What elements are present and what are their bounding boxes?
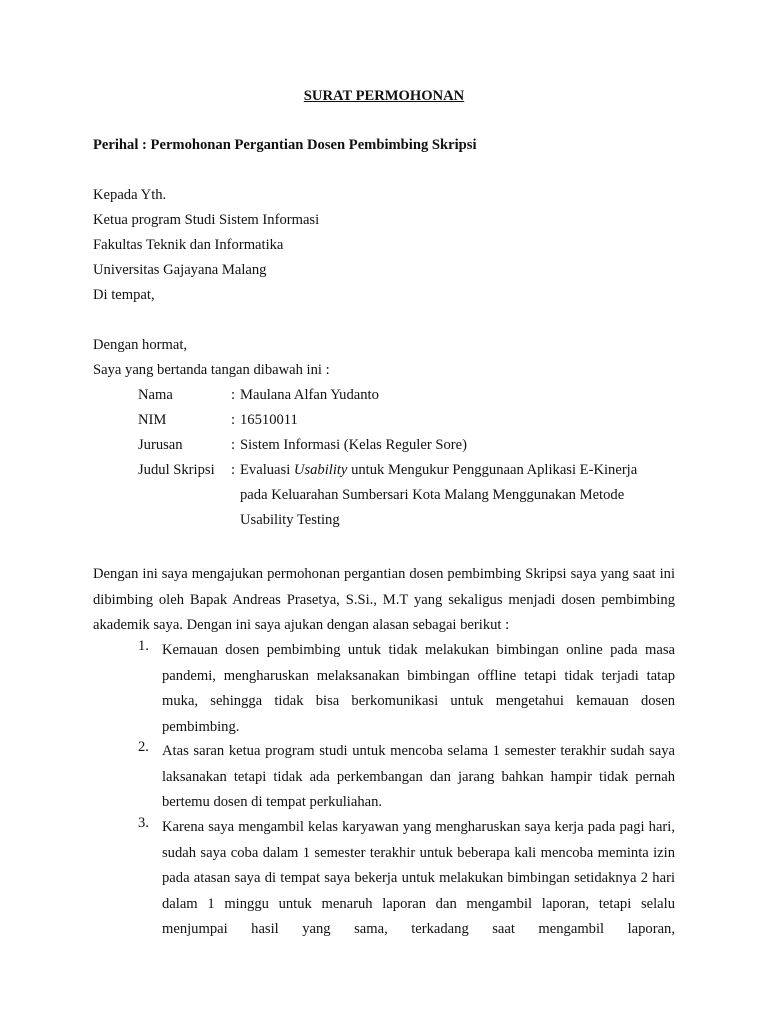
nim-label: NIM xyxy=(138,412,167,428)
list-item-number: 2. xyxy=(138,739,149,755)
recipient-line-2: Ketua program Studi Sistem Informasi xyxy=(93,212,320,228)
recipient-line-1: Kepada Yth. xyxy=(93,187,167,203)
recipient-line-5: Di tempat, xyxy=(93,287,155,303)
letter-title: SURAT PERMOHONAN xyxy=(303,88,465,104)
name-label: Nama xyxy=(138,387,173,403)
list-item-text: Karena saya mengambil kelas karyawan yang mengharuskan saya kerja pada pagi hari, sudah saya coba dalam 1 semester terakhir untuk beberapa kali mencoba meminta izin pada atasan saya di tempat saya bekerja untuk melakukan bimbingan setidaknya 2 hari dalam 1 minggu untuk menaruh laporan dan mengambil laporan, tetapi selalu menjumpai hasil yang sama, terkadang saat mengambil laporan, xyxy=(162,819,675,937)
major-colon: : xyxy=(231,437,236,453)
thesis-prefix: Evaluasi xyxy=(240,462,294,478)
nim-value: 16510011 xyxy=(240,412,298,428)
thesis-title-line-2: pada Keluarahan Sumbersari Kota Malang Menggunakan Metode xyxy=(240,487,625,503)
thesis-line1-rest: untuk Mengukur Penggunaan Aplikasi E-Kinerja xyxy=(347,462,638,478)
recipient-line-3: Fakultas Teknik dan Informatika xyxy=(93,237,284,253)
major-value: Sistem Informasi (Kelas Reguler Sore) xyxy=(240,437,467,453)
recipient-line-4: Universitas Gajayana Malang xyxy=(93,262,267,278)
thesis-label: Judul Skripsi xyxy=(138,462,215,478)
list-item-text: Atas saran ketua program studi untuk mencoba selama 1 semester terakhir sudah saya laksanakan tetapi tidak ada perkembangan dan jarang bahkan hampir tidak pernah bertemu dosen di tempat perkuliahan. xyxy=(162,743,675,810)
name-value: Maulana Alfan Yudanto xyxy=(240,387,379,403)
thesis-colon: : xyxy=(231,462,236,478)
thesis-title-line-3: Usability Testing xyxy=(240,512,340,528)
intro-line: Saya yang bertanda tangan dibawah ini : xyxy=(93,362,330,378)
list-item-number: 1. xyxy=(138,638,149,654)
name-colon: : xyxy=(231,387,236,403)
greeting: Dengan hormat, xyxy=(93,337,188,353)
nim-colon: : xyxy=(231,412,236,428)
thesis-italic-word: Usability xyxy=(293,462,348,478)
thesis-title-line-1 xyxy=(240,462,637,479)
list-item-number: 3. xyxy=(138,815,149,831)
letter-subject: Perihal : Permohonan Pergantian Dosen Pembimbing Skripsi xyxy=(93,137,477,153)
major-label: Jurusan xyxy=(138,437,183,453)
list-item-text: Kemauan dosen pembimbing untuk tidak melakukan bimbingan online pada masa pandemi, mengharuskan melaksanakan bimbingan offline tetapi tidak terjadi tatap muka, sehingga tidak bisa berkomunikasi untuk mengetahui kemauan dosen pembimbing. xyxy=(162,642,675,735)
body-paragraph: Dengan ini saya mengajukan permohonan pergantian dosen pembimbing Skripsi saya yang saat ini dibimbing oleh Bapak Andreas Prasetya, S.Si., M.T yang sekaligus menjadi dosen pembimbing akademik saya. Dengan ini saya ajukan dengan alasan sebagai berikut : xyxy=(93,566,675,633)
